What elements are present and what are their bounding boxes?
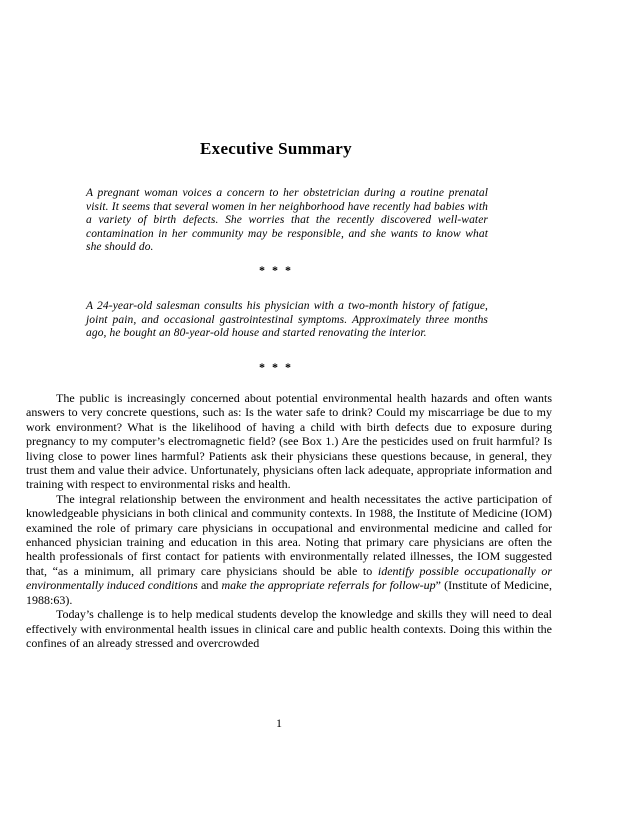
paragraph-text-segment: ” (Institute of Medicine, 1988:63). (26, 578, 553, 607)
body-paragraph-3: Today’s challenge is to help medical students develop the knowledge and skills they will need to deal effectively with environmental health issues in clinical care and public health contexts. Doing this within the confines of an already stressed and overcrowded (26, 607, 552, 650)
body-text (26, 391, 552, 650)
section-separator: * * * (259, 263, 293, 277)
section-separator: * * * (259, 360, 293, 374)
case-vignette-prenatal: A pregnant woman voices a concern to her obstetrician during a routine prenatal visit. It seems that several women in her neighborhood have recently had babies with a variety of birth defects. She worries that the recently discovered well-water contamination in her community may be responsible, and she wants to know what she should do. (86, 187, 488, 253)
paragraph-text-segment: The integral relationship between the environment and health necessitates the active participation of knowledgeable physicians in both clinical and community contexts. In 1988, the Institute of Medicine (IOM) examined the role of primary care physicians in occupational and environmental medicine and called for enhanced physician training and education in this area. Noting that primary care physicians are often the health professionals of first contact for patients with environmentally related illnesses, the IOM suggested that, “as a minimum, all primary care physicians should be able to (26, 491, 552, 578)
italic-phrase: identify possible occupationally or environmentally induced conditions (26, 563, 553, 593)
page-title: Executive Summary (200, 139, 352, 158)
paragraph-text-segment: and (197, 578, 222, 593)
body-paragraph-1: The public is increasingly concerned about potential environmental health hazards and often wants answers to very concrete questions, such as: Is the water safe to drink? Could my miscarriage be due to my work environment? What is the likelihood of having a child with birth defects due to exposure during pregnancy to my computer’s electromagnetic field? (see Box 1.) Are the pesticides used on fruit harmful? Is living close to power lines harmful? Patients ask their physicians these questions because, in general, they trust them and value their advice. Unfortunately, physicians often lack adequate, appropriate information and training with respect to environmental risks and health. (26, 391, 552, 492)
italic-phrase: make the appropriate referrals for follow-up (221, 578, 436, 593)
page-number: 1 (276, 716, 282, 730)
body-paragraph-2 (26, 492, 552, 607)
case-vignette-salesman: A 24-year-old salesman consults his physician with a two-month history of fatigue, joint pain, and occasional gastrointestinal symptoms. Approximately three months ago, he bought an 80-year-old house and started renovating the interior. (86, 300, 488, 339)
